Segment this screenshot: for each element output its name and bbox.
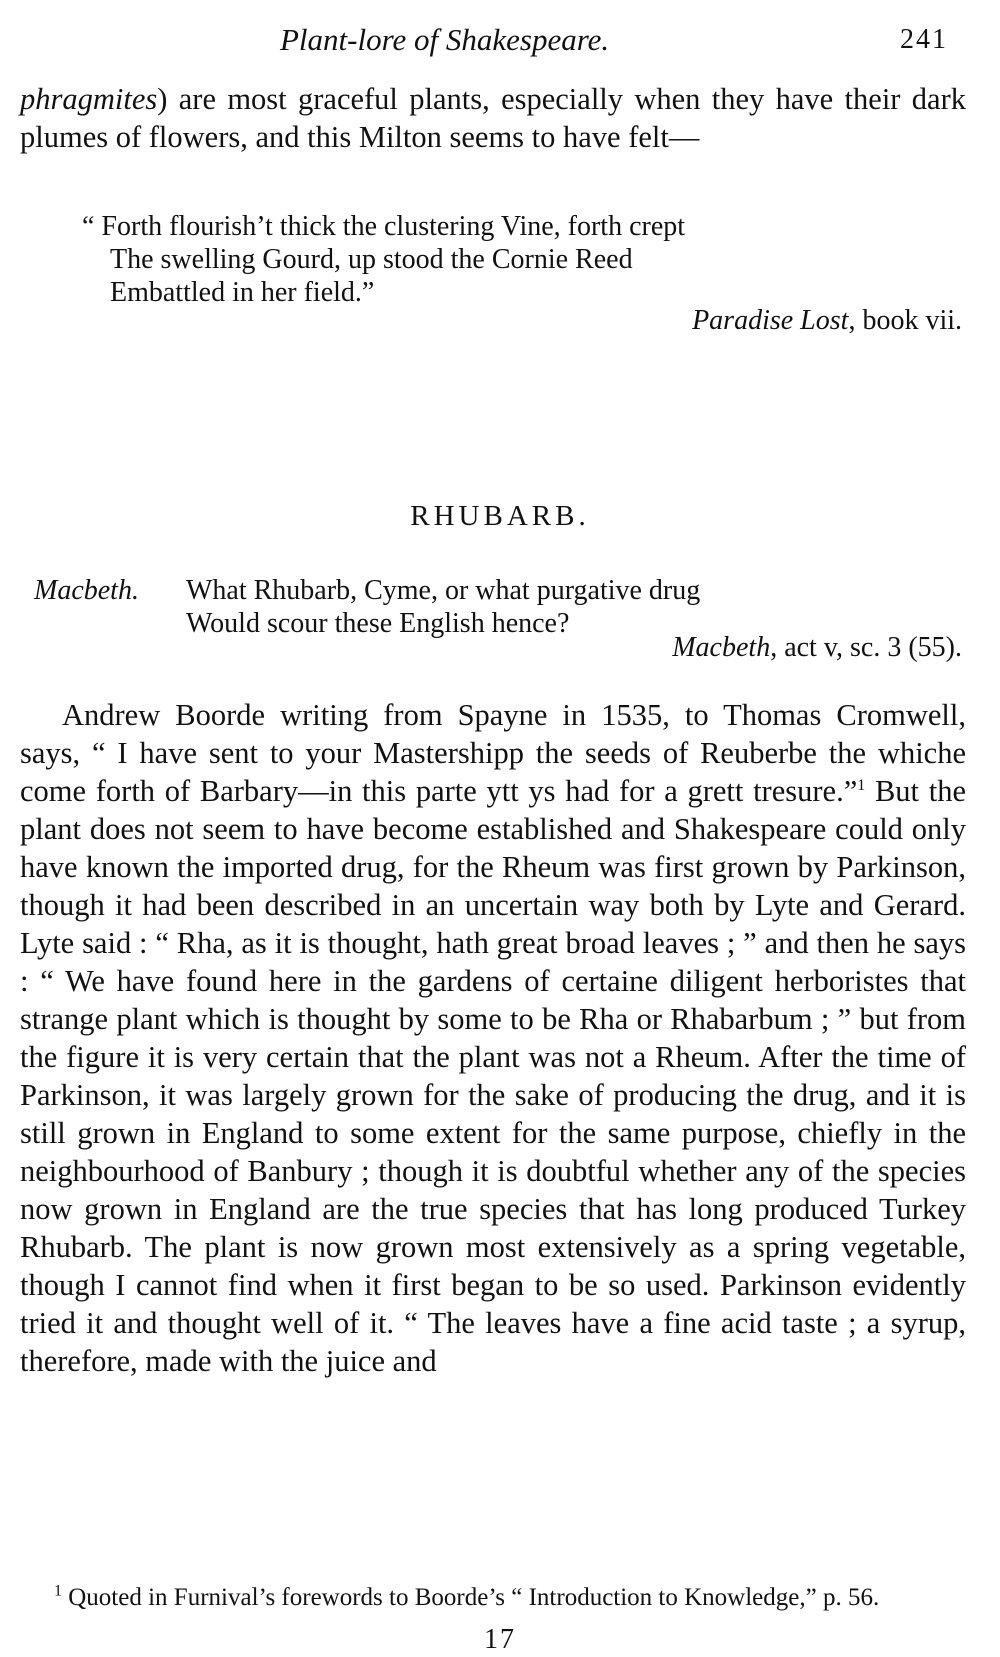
signature-mark: 17 (484, 1624, 516, 1655)
footnote-mark: 1 (54, 1582, 62, 1600)
page-number: 241 (900, 24, 948, 55)
macbeth-line-1: What Rhubarb, Cyme, or what purgative drug (186, 575, 701, 606)
milton-quote-line-2: The swelling Gourd, up stood the Cornie Reed (110, 244, 633, 275)
macbeth-cite-rest: , act v, sc. 3 (55). (770, 632, 962, 663)
milton-quote-line-1: “ Forth flourish’t thick the clustering Vine, forth crept (82, 211, 686, 242)
page-header (0, 22, 1000, 62)
milton-cite-title: Paradise Lost (692, 305, 849, 336)
section-title: RHUBARB. (410, 500, 590, 532)
footnote (32, 1582, 966, 1614)
main-paragraph-part-2: But the plant does not seem to have become established and Shakespeare could only have known the imported drug, for the Rheum was first grown by Parkinson, though it had been described in an uncertain way both by Lyte and Gerard. Lyte said : “ Rha, as it is thought, hath great broad leaves ; ” and then he says : “ We have found here in the gardens of certaine diligent herboristes that strange plant which is thought by some to be Rha or Rhabarbum ; ” but from the figure it is very certain that the plant was not a Rheum. After the time of Parkinson, it was largely grown for the sake of producing the drug, and it is still grown in England to some extent for the same purpose, chiefly in the neighbourhood of Banbury ; though it is doubtful whether any of the species now grown in England are the true species that has long produced Turkey Rhubarb. The plant is now grown most extensively as a spring vegetable, though I cannot find when it first began to be so used. Parkinson evidently tried it and thought well of it. “ The leaves have a fine acid taste ; a syrup, therefore, made with the juice and (20, 774, 966, 1378)
running-title: Plant-lore of Shakespeare. (280, 22, 610, 57)
milton-quote-line-3: Embattled in her field.” (110, 277, 375, 308)
milton-quote (82, 210, 685, 309)
main-paragraph (20, 696, 966, 1380)
intro-text: ) are most graceful plants, especially when they have their dark plumes of flowers, and this Milton seems to have felt— (20, 82, 966, 154)
macbeth-line-2: Would scour these English hence? (186, 608, 570, 639)
footnote-text: Quoted in Furnival’s forewords to Boorde’s “ Introduction to Knowledge,” p. 56. (62, 1584, 880, 1611)
intro-lead-italic: phragmites (20, 82, 158, 116)
main-paragraph-part-1: Andrew Boorde writing from Spayne in 1535, to Thomas Cromwell, says, “ I have sent to your Mastershipp the seeds of Reuberbe the whiche come forth of Barbary—in this parte ytt ys had for a grett tresure.” (20, 698, 966, 808)
macbeth-citation (672, 632, 962, 664)
intro-paragraph (20, 80, 966, 156)
footnote-reference: 1 (857, 776, 866, 794)
speaker-name: Macbeth. (34, 575, 139, 606)
macbeth-lines (186, 574, 700, 640)
macbeth-cite-title: Macbeth (672, 632, 771, 663)
milton-cite-rest: , book vii. (848, 305, 962, 336)
milton-citation (692, 305, 962, 337)
